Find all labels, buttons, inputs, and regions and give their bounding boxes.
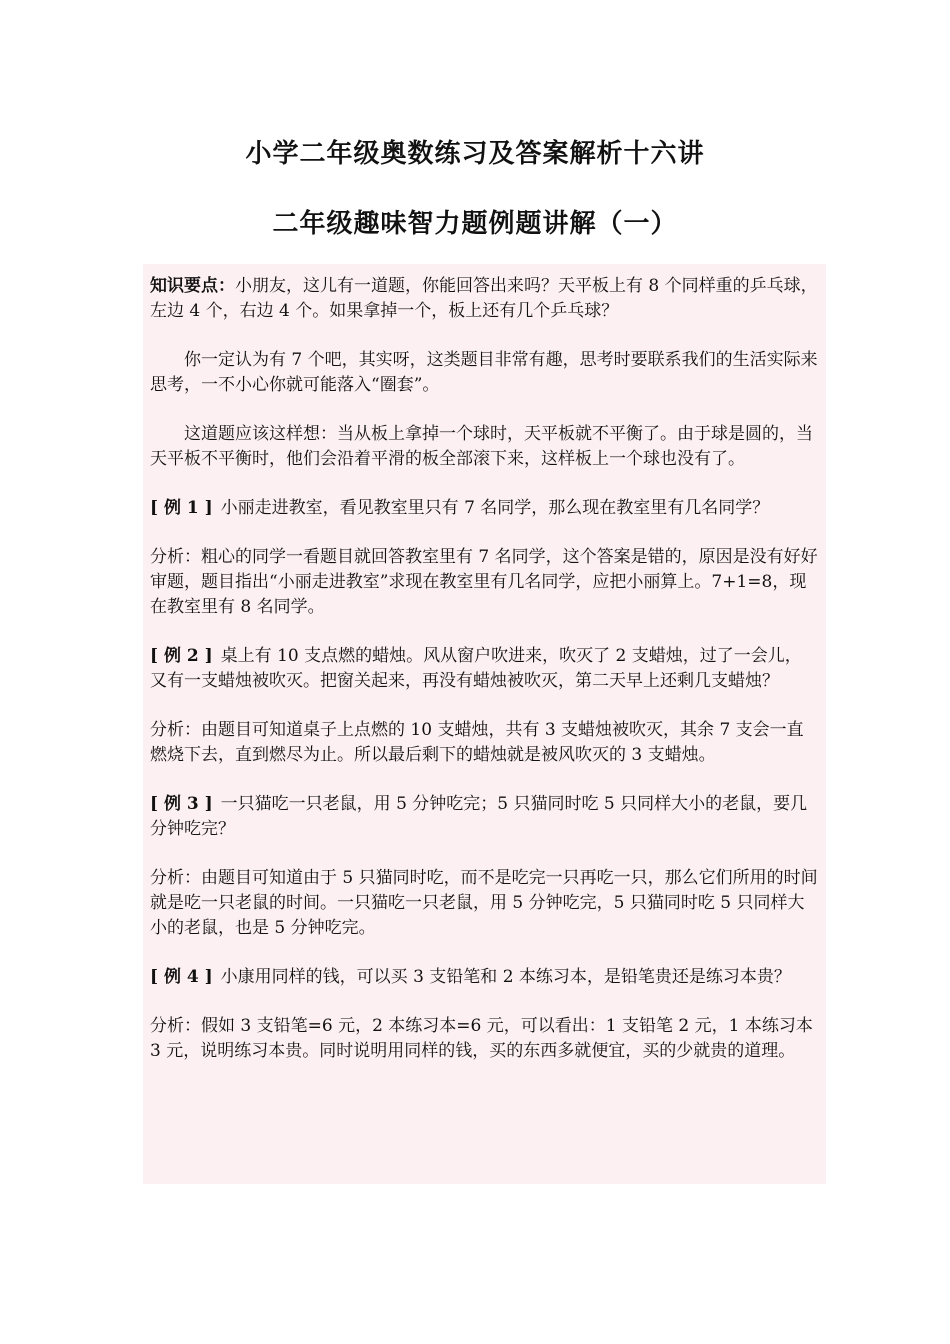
example-2-analysis: 分析：由题目可知道桌子上点燃的 10 支蜡烛，共有 3 支蜡烛被吹灭，其余 7 支会一直燃烧下去，直到燃尽为止。所以最后剩下的蜡烛就是被风吹灭的 3 支蜡烛。 (150, 720, 804, 765)
document-body (150, 274, 818, 1088)
example-3-label: [ 例 3 ] (150, 794, 213, 814)
page-subtitle: 二年级趣味智力题例题讲解（一） (272, 209, 678, 239)
example-1-label: [ 例 1 ] (150, 498, 213, 518)
example-4-question (150, 965, 818, 990)
intro-label: 知识要点： (150, 276, 235, 296)
example-4-text: 小康用同样的钱，可以买 3 支铅笔和 2 本练习本，是铅笔贵还是练习本贵？ (220, 967, 791, 987)
example-4-label: [ 例 4 ] (150, 967, 213, 987)
example-4-analysis: 分析：假如 3 支铅笔=6 元，2 本练习本=6 元，可以看出：1 支铅笔 2 元，1 本练习本 3 元，说明练习本贵。同时说明用同样的钱，买的东西多就便宜，买的少就贵的道理。 (150, 1016, 813, 1061)
example-2-text: 桌上有 10 支点燃的蜡烛。风从窗户吹进来，吹灭了 2 支蜡烛，过了一会儿，又有一支蜡烛被吹灭。把窗关起来，再没有蜡烛被吹灭，第二天早上还剩几支蜡烛？ (150, 646, 802, 691)
intro-paragraph (150, 274, 818, 324)
page-title: 小学二年级奥数练习及答案解析十六讲 (245, 139, 705, 169)
example-3-question (150, 792, 818, 842)
example-2-question (150, 644, 818, 694)
paragraph-1: 你一定认为有 7 个吧，其实呀，这类题目非常有趣，思考时要联系我们的生活实际来思考，一不小心你就可能落入“圈套”。 (150, 350, 818, 395)
intro-text: 小朋友，这儿有一道题，你能回答出来吗？天平板上有 8 个同样重的乒乓球，左边 4 个，右边 4 个。如果拿掉一个，板上还有几个乒乓球？ (150, 276, 818, 321)
example-3-analysis: 分析：由题目可知道由于 5 只猫同时吃，而不是吃完一只再吃一只，那么它们所用的时间就是吃一只老鼠的时间。一只猫吃一只老鼠，用 5 分钟吃完，5 只猫同时吃 5 只同样大小的老鼠，也是 5 分钟吃完。 (150, 868, 818, 938)
example-1-question (150, 496, 818, 521)
example-2-label: [ 例 2 ] (150, 646, 213, 666)
example-3-text: 一只猫吃一只老鼠，用 5 分钟吃完；5 只猫同时吃 5 只同样大小的老鼠，要几分钟吃完？ (150, 794, 808, 839)
paragraph-2: 这道题应该这样想：当从板上拿掉一个球时，天平板就不平衡了。由于球是圆的，当天平板不平衡时，他们会沿着平滑的板全部滚下来，这样板上一个球也没有了。 (150, 424, 813, 469)
example-1-text: 小丽走进教室，看见教室里只有 7 名同学，那么现在教室里有几名同学？ (220, 498, 770, 518)
example-1-analysis: 分析：粗心的同学一看题目就回答教室里有 7 名同学，这个答案是错的，原因是没有好好审题，题目指出“小丽走进教室”求现在教室里有几名同学，应把小丽算上。7+1=8，现在教室里有 8 名同学。 (150, 547, 818, 617)
